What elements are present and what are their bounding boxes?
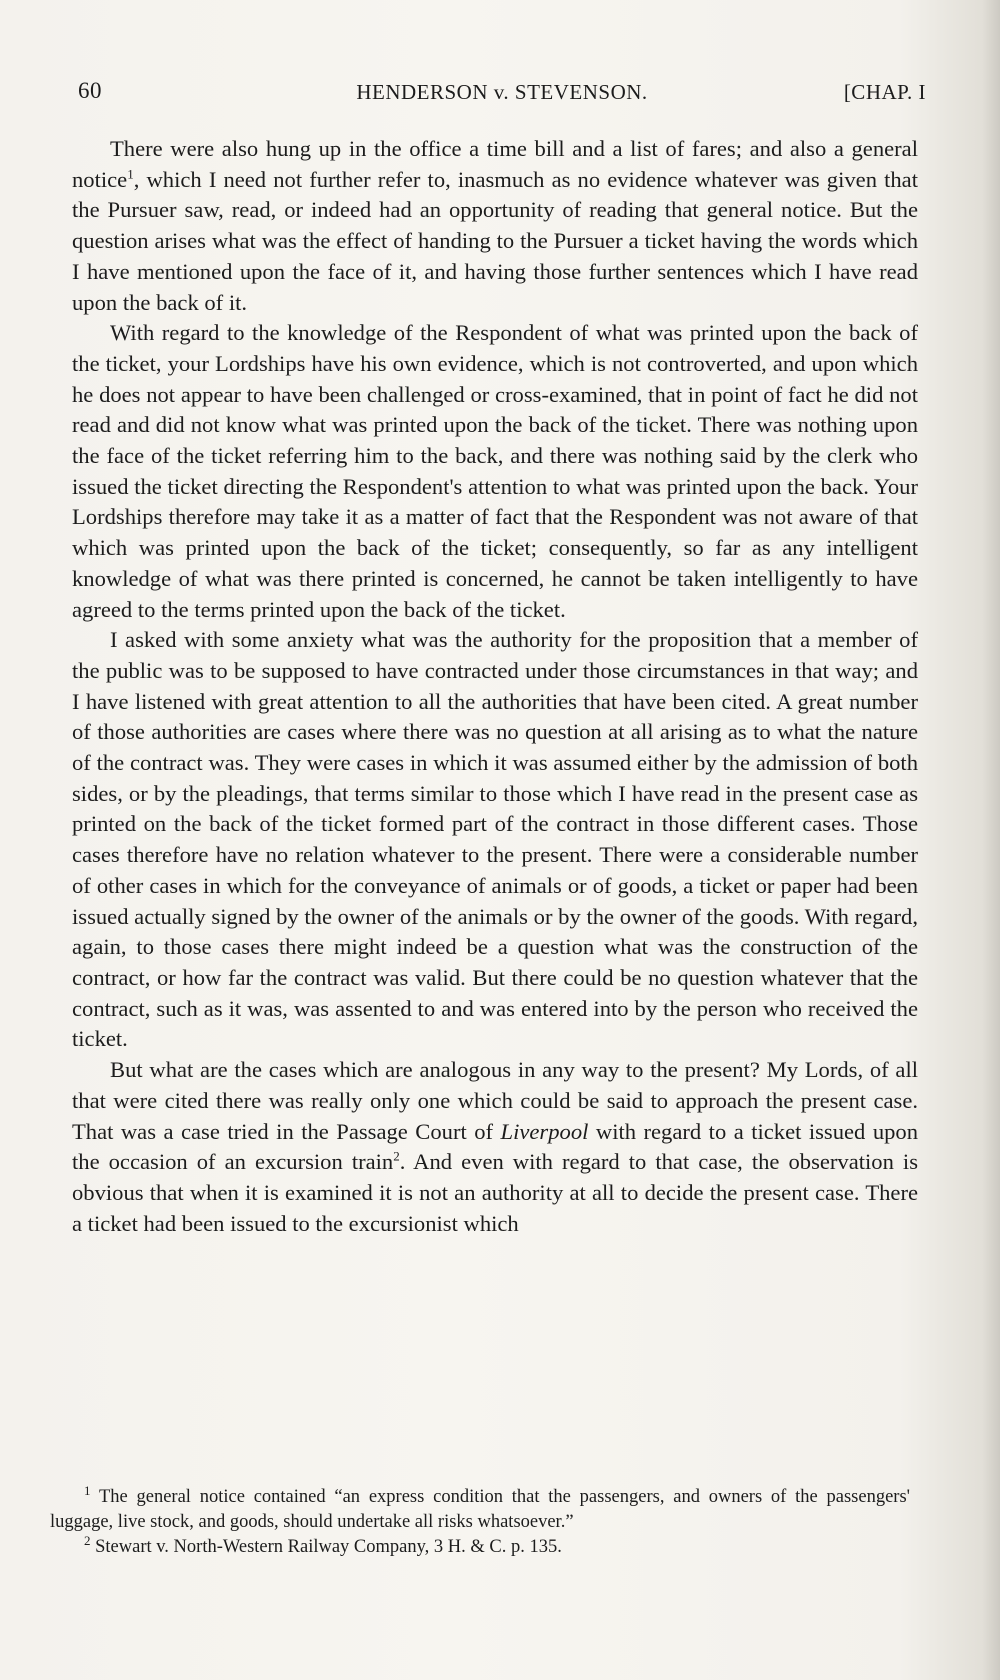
paragraph (72, 1055, 918, 1239)
paragraph: With regard to the knowledge of the Respondent of what was printed upon the back of the ticket, your Lordships have his own evidence, which is not controverted, and upon which he does not appear to have been challenged or cross-examined, that in point of fact he did not read and did not know what was printed upon the back of the ticket. There was nothing upon the face of the ticket referring him to the back, and there was nothing said by the clerk who issued the ticket directing the Respondent's attention to what was printed upon the back. Your Lordships therefore may take it as a matter of fact that the Respondent was not aware of that which was printed upon the back of the ticket; consequently, so far as any intelligent knowledge of what was there printed is concerned, he cannot be taken intelligently to have agreed to the terms printed upon the back of the ticket. (72, 320, 918, 622)
footnote (50, 1482, 910, 1535)
paragraph: I asked with some anxiety what was the authority for the proposition that a member of the public was to be supposed to have contracted under those circumstances in that way; and I have listened with great attention to all the authorities that have been cited. A great number of those authorities are cases where there was no question at all arising as to what the nature of the contract was. They were cases in which it was assumed either by the admission of both sides, or by the pleadings, that terms similar to those which I have read in the present case as printed on the back of the ticket formed part of the contract in those different cases. Those cases therefore have no relation whatever to the present. There were a considerable number of other cases in which for the conveyance of animals or of goods, a ticket or paper had been issued actually signed by the owner of the animals or by the owner of the goods. With regard, again, to those cases there might indeed be a question what was the construction of the contract, or how far the contract was valid. But there could be no question whatever that the contract, such as it was, was assented to and was entered into by the person who received the ticket. (72, 627, 918, 1052)
running-header (78, 78, 926, 110)
paragraph (72, 134, 918, 318)
paragraph-text: . And even with regard to that case, the observation is obvious that when it is examined it is not an authority at all to decide the present case. There a ticket had been issued to the excursionist which (72, 1149, 918, 1236)
page-number: 60 (78, 78, 102, 103)
chapter-label: [CHAP. I (843, 80, 926, 104)
footnote-ref: 2 (393, 1148, 400, 1164)
footnote-text: Stewart v. North-Western Railway Company, 3 H. & C. p. 135. (90, 1537, 562, 1557)
footnote-text: The general notice contained “an express condition that the passengers, and owners of the passengers' luggage, live stock, and goods, should undertake all risks whatsoever.” (50, 1487, 910, 1532)
running-title: HENDERSON v. STEVENSON. (356, 80, 648, 104)
footnote-ref: 1 (127, 166, 134, 182)
place-name: Liverpool (500, 1118, 589, 1144)
main-text (72, 134, 918, 1239)
paragraph-text: , which I need not further refer to, inasmuch as no evidence whatever was given that the Pursuer saw, read, or indeed had an opportunity of reading that general notice. But the question arises what was the effect of handing to the Pursuer a ticket having the words which I have mentioned upon the face of it, and having those further sentences which I have read upon the back of it. (72, 166, 918, 315)
footnote-marker: 1 (84, 1482, 91, 1498)
footnote-marker: 2 (84, 1532, 91, 1548)
footnotes (50, 1482, 910, 1560)
paragraph-text: But what are the cases which are analogous in any way to the present? My Lords, of all that were cited there was really only one which could be said to approach the present case. That was a case tried in the Passage Court of (72, 1057, 918, 1144)
paragraph-text: There were also hung up in the office a time bill and a list of fares; and also a general notice (72, 136, 918, 192)
paragraph-text: with regard to a ticket issued upon the occasion of an excursion train (72, 1118, 919, 1175)
footnote (50, 1532, 910, 1560)
page-edge-shadow (982, 0, 1000, 1680)
